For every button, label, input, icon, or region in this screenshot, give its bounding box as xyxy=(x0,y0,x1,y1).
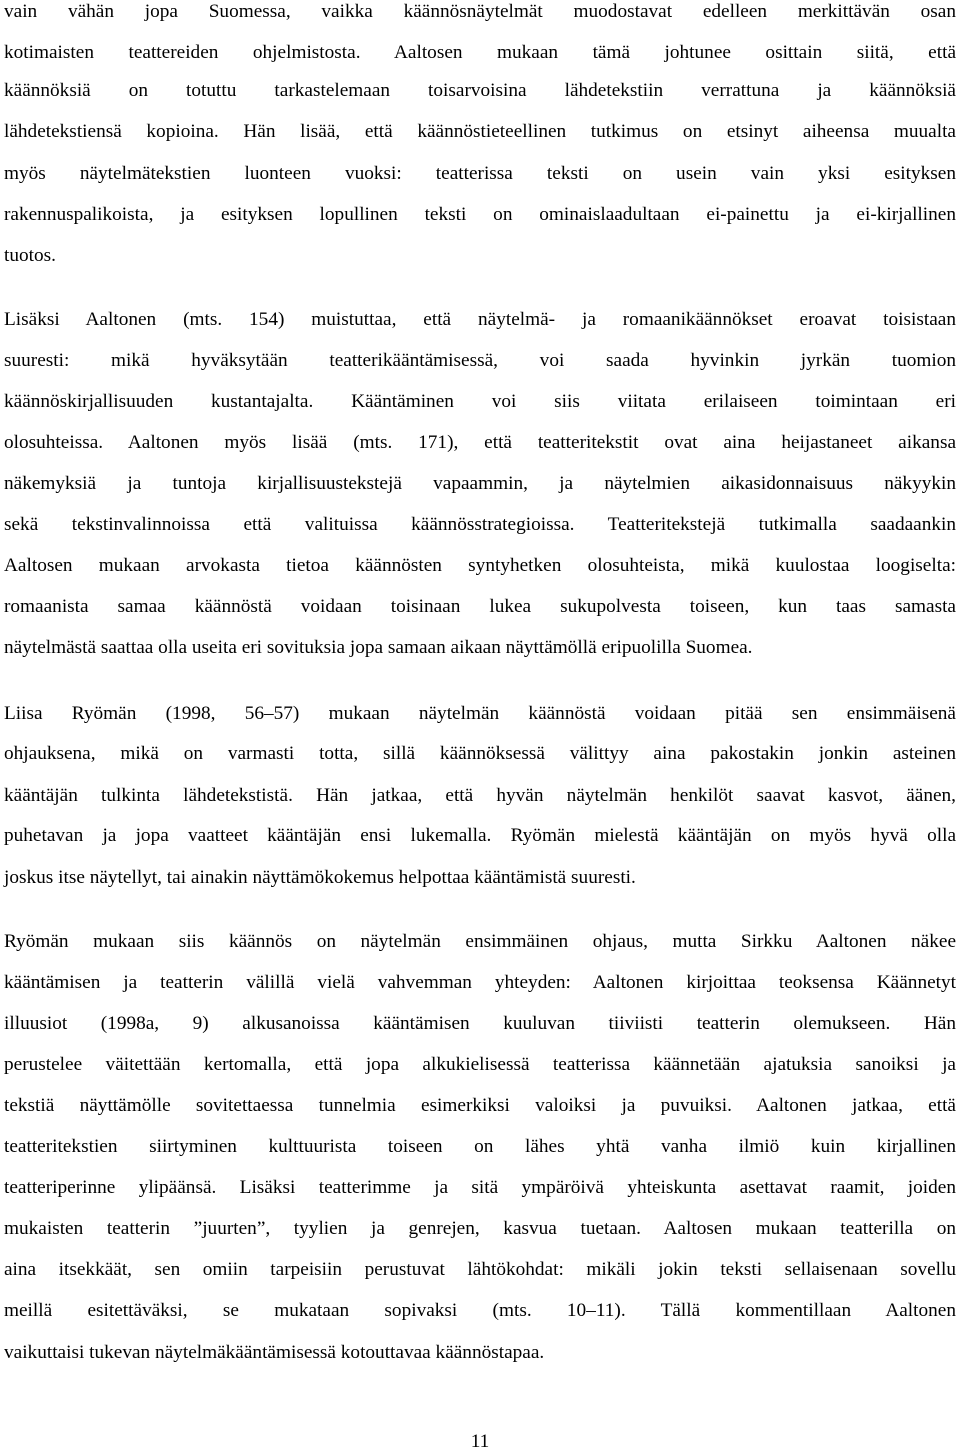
text-line: Ryömän mukaan siis käännös on näytelmän ensimmäinen ohjaus, mutta Sirkku Aaltonen näkee xyxy=(4,931,956,952)
text-line: mukaisten teatterin ”juurten”, tyylien ja genrejen, kasvua tuetaan. Aaltosen mukaan teatterilla on xyxy=(4,1218,956,1239)
text-line: suuresti: mikä hyväksytään teatterikääntämisessä, voi saada hyvinkin jyrkän tuomion xyxy=(4,350,956,371)
text-line: perustelee väitettään kertomalla, että jopa alkukielisessä teatterissa käännetään ajatuksia sanoiksi ja xyxy=(4,1054,956,1075)
text-line: joskus itse näytellyt, tai ainakin näyttämökokemus helpottaa kääntämistä suuresti. xyxy=(4,867,636,888)
text-line: aina itsekkäät, sen omiin tarpeisiin perustuvat lähtökohdat: mikäli jokin teksti sellaisenaan sovellu xyxy=(4,1259,956,1280)
text-line: tuotos. xyxy=(4,245,56,266)
text-line: kääntämisen ja teatterin välillä vielä vahvemman yhteyden: Aaltonen kirjoittaa teoksensa Käännetyt xyxy=(4,972,956,993)
text-line: Liisa Ryömän (1998, 56–57) mukaan näytelmän käännöstä voidaan pitää sen ensimmäisenä xyxy=(4,703,956,724)
text-line: lähdetekstiensä kopioina. Hän lisää, että käännöstieteellinen tutkimus on etsinyt aiheensa muualta xyxy=(4,121,956,142)
text-line: illuusiot (1998a, 9) alkusanoissa kääntämisen kuuluvan tiiviisti teatterin olemukseen. Hän xyxy=(4,1013,956,1034)
text-line: näkemyksiä ja tuntoja kirjallisuustekstejä vapaammin, ja näytelmien aikasidonnaisuus näkyykin xyxy=(4,473,956,494)
text-line: puhetavan ja jopa vaatteet kääntäjän ensi lukemalla. Ryömän mielestä kääntäjän on myös hyvä olla xyxy=(4,825,956,846)
text-line: tekstiä näyttämölle sovitettaessa tunnelmia esimerkiksi valoiksi ja puvuiksi. Aaltonen jatkaa, että xyxy=(4,1095,956,1116)
text-line: kääntäjän tulkinta lähdetekstistä. Hän jatkaa, että hyvän näytelmän henkilöt saavat kasvot, äänen, xyxy=(4,785,956,806)
text-line: Aaltosen mukaan arvokasta tietoa käännösten syntyhetken olosuhteista, mikä kuulostaa loogiselta: xyxy=(4,555,956,576)
text-line: vain vähän jopa Suomessa, vaikka käännösnäytelmät muodostavat edelleen merkittävän osan xyxy=(4,1,956,22)
text-line: romaanista samaa käännöstä voidaan toisinaan lukea sukupolvesta toiseen, kun taas samasta xyxy=(4,596,956,617)
text-line: ohjauksena, mikä on varmasti totta, sillä käännöksessä välittyy aina pakostakin jonkin asteinen xyxy=(4,743,956,764)
page-number: 11 xyxy=(470,1431,490,1452)
text-line: kotimaisten teattereiden ohjelmistosta. Aaltosen mukaan tämä johtunee osittain siitä, että xyxy=(4,42,956,63)
text-line: käännöskirjallisuuden kustantajalta. Kääntäminen voi siis viitata erilaiseen toimintaan eri xyxy=(4,391,956,412)
text-line: olosuhteissa. Aaltonen myös lisää (mts. 171), että teatteritekstit ovat aina heijastaneet aikansa xyxy=(4,432,956,453)
text-line: Lisäksi Aaltonen (mts. 154) muistuttaa, että näytelmä- ja romaanikäännökset eroavat toisistaan xyxy=(4,309,956,330)
text-line: teatteritekstien siirtyminen kulttuurista toiseen on lähes yhtä vanha ilmiö kuin kirjallinen xyxy=(4,1136,956,1157)
text-line: vaikuttaisi tukevan näytelmäkääntämisessä kotouttavaa käännöstapaa. xyxy=(4,1342,545,1363)
text-line: käännöksiä on totuttu tarkastelemaan toisarvoisina lähdetekstiin verrattuna ja käännöksiä xyxy=(4,80,956,101)
text-line: meillä esitettäväksi, se mukataan sopivaksi (mts. 10–11). Tällä kommentillaan Aaltonen xyxy=(4,1300,956,1321)
text-line: rakennuspalikoista, ja esityksen lopullinen teksti on ominaislaadultaan ei-painettu ja ei-kirjallinen xyxy=(4,204,956,225)
text-line: teatteriperinne ylipäänsä. Lisäksi teatterimme ja sitä ympäröivä yhteiskunta asettavat raamit, joiden xyxy=(4,1177,956,1198)
text-line: näytelmästä saattaa olla useita eri sovituksia jopa samaan aikaan näyttämöllä eripuolilla Suomea. xyxy=(4,637,753,658)
text-line: myös näytelmätekstien luonteen vuoksi: teatterissa teksti on usein vain yksi esityksen xyxy=(4,163,956,184)
text-line: sekä tekstinvalinnoissa että valituissa käännösstrategioissa. Teatteritekstejä tutkimalla saadaankin xyxy=(4,514,956,535)
